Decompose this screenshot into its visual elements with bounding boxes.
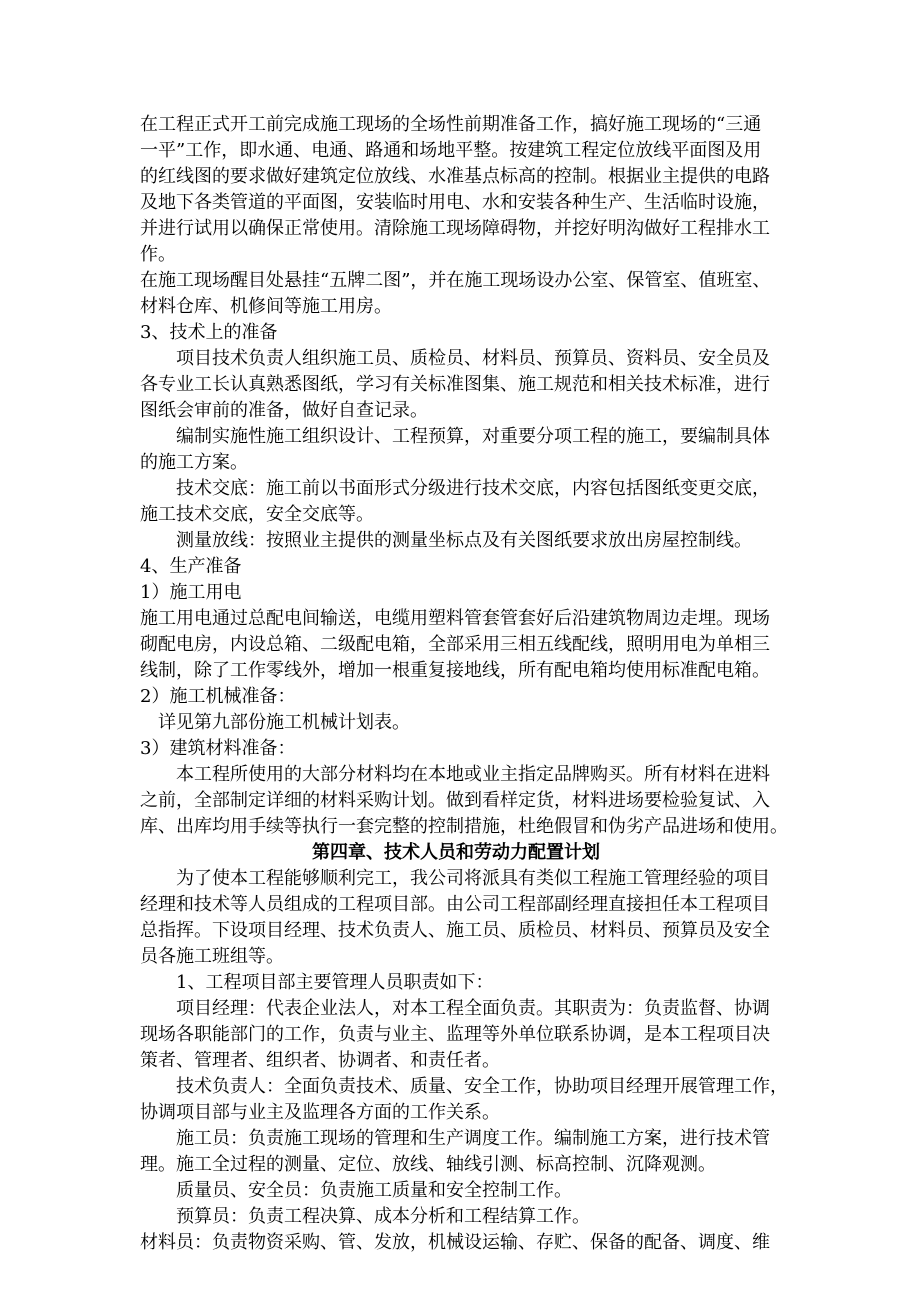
text-line: 项目经理：代表企业法人，对本工程全面负责。其职责为：负责监督、协调 [176, 998, 770, 1019]
chapter-title: 第四章、技术人员和劳动力配置计划 [312, 842, 600, 863]
subheading-duties: 1、工程项目部主要管理人员职责如下： [176, 972, 494, 993]
text-line: 及地下各类管道的平面图，安装临时用电、水和安装各种生产、生活临时设施， [140, 192, 770, 213]
text-line: 经理和技术等人员组成的工程项目部。由公司工程部副经理直接担任本工程项目 [140, 894, 770, 915]
section-heading-production: 4、生产准备 [140, 556, 242, 577]
text-line: 总指挥。下设项目经理、技术负责人、施工员、质检员、材料员、预算员及安全 [140, 920, 770, 941]
text-line: 材料员：负责物资采购、管、发放，机械设运输、存贮、保备的配备、调度、维 [140, 1232, 770, 1253]
text-line: 图纸会审前的准备，做好自查记录。 [140, 400, 428, 421]
text-line: 编制实施性施工组织设计、工程预算，对重要分项工程的施工，要编制具体 [176, 426, 770, 447]
text-line: 库、出库均用手续等执行一套完整的控制措施，杜绝假冒和伪劣产品进场和使用。 [140, 816, 788, 837]
text-line: 施工技术交底，安全交底等。 [140, 504, 374, 525]
text-line: 施工用电通过总配电间输送，电缆用塑料管套管套好后沿建筑物周边走埋。现场 [140, 608, 770, 629]
text-line: 在施工现场醒目处悬挂“五牌二图”，并在施工现场设办公室、保管室、值班室、 [140, 270, 771, 291]
text-line: 作。 [140, 244, 176, 265]
text-line: 的红线图的要求做好建筑定位放线、水准基点标高的控制。根据业主提供的电路 [140, 166, 770, 187]
subheading-machinery: 2）施工机械准备： [140, 686, 296, 707]
text-line: 砌配电房，内设总箱、二级配电箱，全部采用三相五线配线，照明用电为单相三 [140, 634, 770, 655]
text-line: 各专业工长认真熟悉图纸，学习有关标准图集、施工规范和相关技术标准，进行 [140, 374, 770, 395]
text-line: 并进行试用以确保正常使用。清除施工现场障碍物，并挖好明沟做好工程排水工 [140, 218, 770, 239]
text-line: 之前，全部制定详细的材料采购计划。做到看样定货，材料进场要检验复试、入 [140, 790, 770, 811]
subheading-materials: 3）建筑材料准备： [140, 738, 296, 759]
section-heading-technical: 3、技术上的准备 [140, 322, 278, 343]
text-line: 为了使本工程能够顺利完工，我公司将派具有类似工程施工管理经验的项目 [176, 868, 770, 889]
text-line: 策者、管理者、组织者、协调者、和责任者。 [140, 1050, 500, 1071]
text-line: 详见第九部份施工机械计划表。 [158, 712, 410, 733]
text-line: 的施工方案。 [140, 452, 248, 473]
text-line: 材料仓库、机修间等施工用房。 [140, 296, 392, 317]
text-line: 质量员、安全员：负责施工质量和安全控制工作。 [176, 1180, 572, 1201]
text-line: 协调项目部与业主及监理各方面的工作关系。 [140, 1102, 500, 1123]
text-line: 线制，除了工作零线外，增加一根重复接地线，所有配电箱均使用标准配电箱。 [140, 660, 770, 681]
text-line: 测量放线：按照业主提供的测量坐标点及有关图纸要求放出房屋控制线。 [176, 530, 752, 551]
text-line: 技术交底：施工前以书面形式分级进行技术交底，内容包括图纸变更交底， [176, 478, 770, 499]
text-line: 一平”工作，即水通、电通、路通和场地平整。按建筑工程定位放线平面图及用 [140, 140, 762, 161]
text-line: 技术负责人：全面负责技术、质量、安全工作，协助项目经理开展管理工作， [176, 1076, 788, 1097]
text-line: 理。施工全过程的测量、定位、放线、轴线引测、标高控制、沉降观测。 [140, 1154, 716, 1175]
text-line: 项目技术负责人组织施工员、质检员、材料员、预算员、资料员、安全员及 [176, 348, 770, 369]
subheading-power: 1）施工用电 [140, 582, 242, 603]
text-line: 本工程所使用的大部分材料均在本地或业主指定品牌购买。所有材料在进料 [176, 764, 770, 785]
text-line: 员各施工班组等。 [140, 946, 284, 967]
text-line: 施工员：负责施工现场的管理和生产调度工作。编制施工方案，进行技术管 [176, 1128, 770, 1149]
text-line: 现场各职能部门的工作，负责与业主、监理等外单位联系协调，是本工程项目决 [140, 1024, 770, 1045]
text-line: 在工程正式开工前完成施工现场的全场性前期准备工作，搞好施工现场的“三通 [140, 114, 762, 135]
text-line: 预算员：负责工程决算、成本分析和工程结算工作。 [176, 1206, 590, 1227]
